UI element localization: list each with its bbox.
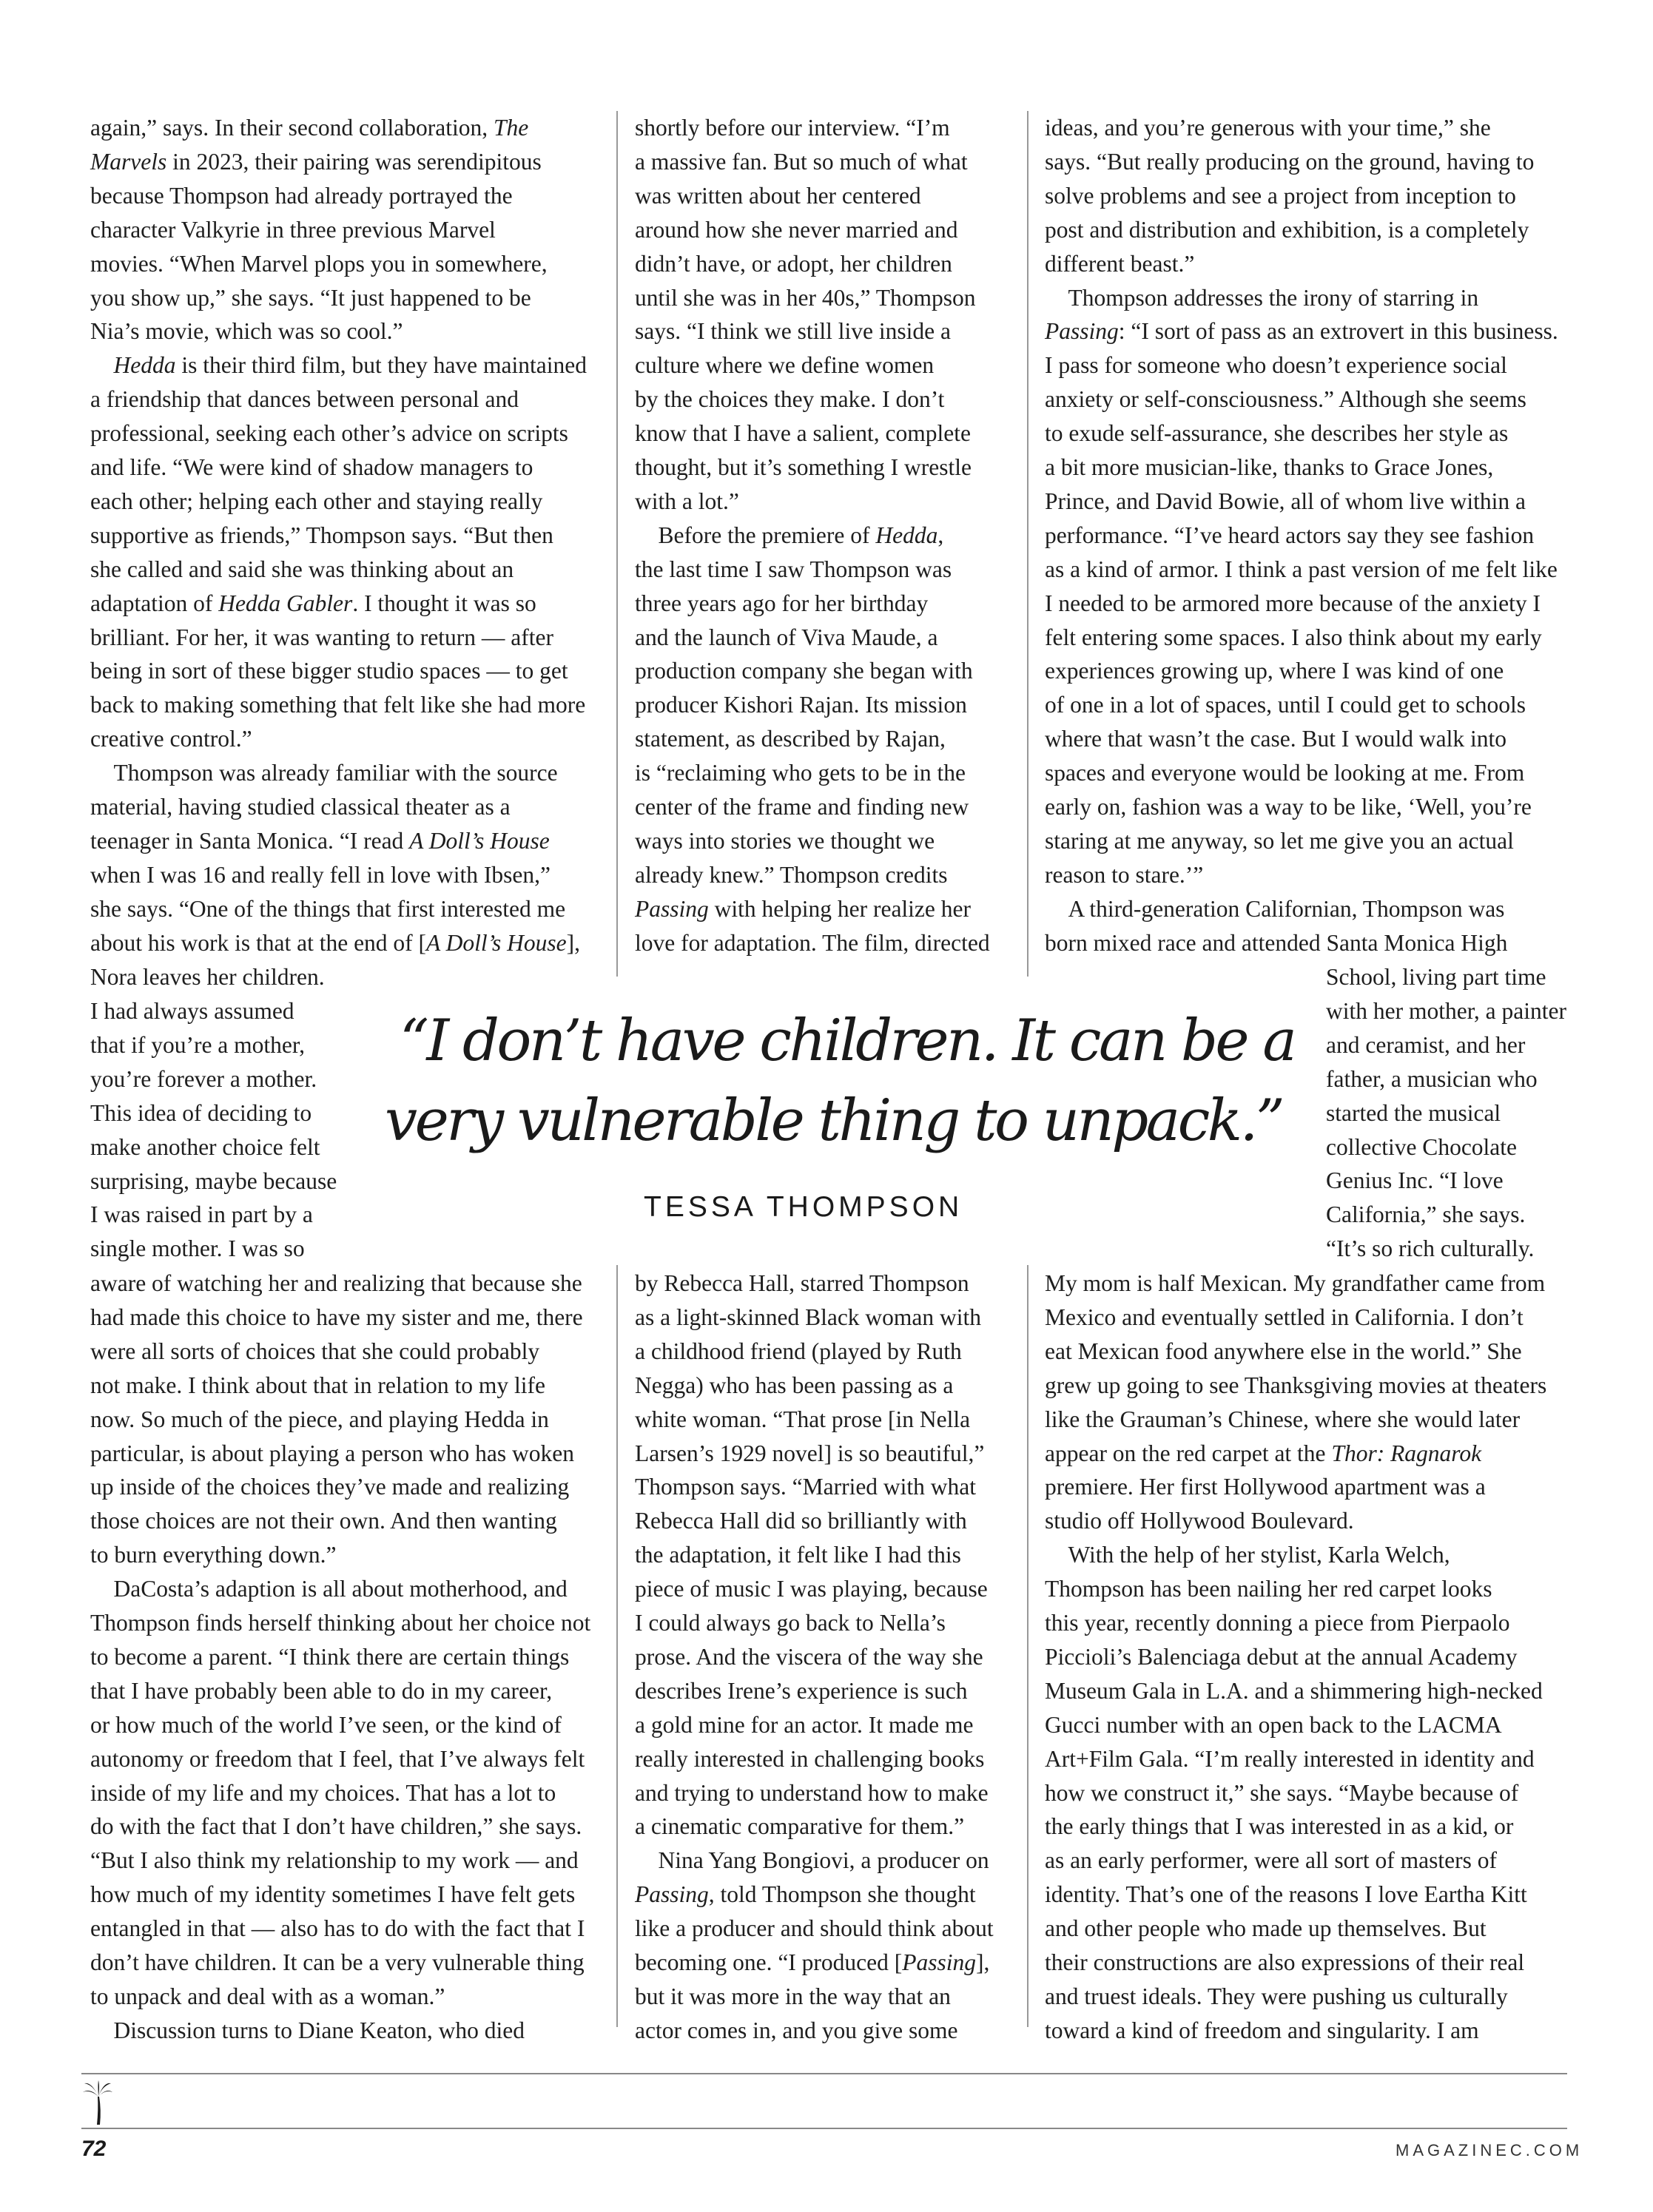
text-line: and life. “We were kind of shadow managers to: [90, 454, 533, 480]
text-line: experiences growing up, where I was kind of one: [1045, 658, 1504, 684]
text-line: she called and said she was thinking about an: [90, 556, 514, 582]
text-line: supportive as friends,” Thompson says. “But then: [90, 522, 553, 548]
text-line: “It’s so rich culturally.: [1326, 1235, 1535, 1262]
text-line: professional, seeking each other’s advice on scripts: [90, 420, 568, 447]
text-line: My mom is half Mexican. My grandfather came from: [1045, 1270, 1546, 1296]
text-line: premiere. Her first Hollywood apartment was a: [1045, 1474, 1486, 1500]
text-line: Museum Gala in L.A. and a shimmering high-necked: [1045, 1677, 1543, 1704]
text-line: by Rebecca Hall, starred Thompson: [635, 1270, 969, 1296]
text-line: this year, recently donning a piece from Pierpaolo: [1045, 1610, 1510, 1636]
text-line: production company she began with: [635, 658, 973, 684]
text-line: were all sorts of choices that she could probably: [90, 1338, 540, 1364]
text-line: as an early performer, were all sort of masters of: [1045, 1847, 1497, 1874]
text-line: teenager in Santa Monica. “I read A Doll’s House: [90, 827, 550, 854]
text-line: a cinematic comparative for them.”: [635, 1813, 965, 1840]
text-line: with her mother, a painter: [1326, 997, 1566, 1024]
text-line: I pass for someone who doesn’t experience social: [1045, 352, 1507, 379]
text-line: when I was 16 and really fell in love with Ibsen,”: [90, 861, 551, 888]
text-line: I was raised in part by a: [90, 1201, 313, 1228]
column-divider-1: [616, 111, 618, 977]
text-line: already knew.” Thompson credits: [635, 861, 948, 888]
text-line: each other; helping each other and staying really: [90, 488, 543, 514]
text-line: and truest ideals. They were pushing us culturally: [1045, 1983, 1508, 2009]
text-line: early on, fashion was a way to be like, ‘Well, you’re: [1045, 794, 1532, 820]
text-line: ways into stories we thought we: [635, 827, 935, 854]
text-line: and trying to understand how to make: [635, 1779, 989, 1806]
text-line: Thompson finds herself thinking about her choice not: [90, 1610, 591, 1636]
text-line: a friendship that dances between personal and: [90, 386, 519, 413]
text-line: Rebecca Hall did so brilliantly with: [635, 1508, 967, 1534]
text-line: know that I have a salient, complete: [635, 420, 971, 447]
text-line: because Thompson had already portrayed the: [90, 182, 513, 209]
text-line: Discussion turns to Diane Keaton, who died: [90, 2017, 525, 2043]
text-line: Thompson addresses the irony of starring in: [1045, 284, 1479, 311]
text-line: Mexico and eventually settled in California. I don’t: [1045, 1304, 1524, 1330]
text-line: solve problems and see a project from inception to: [1045, 182, 1516, 209]
text-line: of one in a lot of spaces, until I could get to schools: [1045, 692, 1526, 718]
text-line: reason to stare.’”: [1045, 861, 1204, 888]
text-line: or how much of the world I’ve seen, or the kind of: [90, 1711, 562, 1738]
column-divider-4: [1027, 1265, 1029, 2027]
text-line: she says. “One of the things that first interested me: [90, 895, 566, 922]
text-line: was written about her centered: [635, 182, 921, 209]
text-line: Larsen’s 1929 novel] is so beautiful,”: [635, 1440, 985, 1466]
text-line: performance. “I’ve heard actors say they see fashion: [1045, 522, 1535, 548]
text-line: prose. And the viscera of the way she: [635, 1643, 983, 1670]
text-line: Gucci number with an open back to the LACMA: [1045, 1711, 1502, 1738]
column-divider-2: [1027, 111, 1029, 977]
text-line: statement, as described by Rajan,: [635, 726, 946, 752]
text-line: born mixed race and attended Santa Monica High: [1045, 929, 1508, 956]
text-line: up inside of the choices they’ve made and realizing: [90, 1474, 570, 1500]
text-line: brilliant. For her, it was wanting to return — after: [90, 624, 553, 650]
text-line: Passing with helping her realize her: [635, 895, 971, 922]
text-line: Nia’s movie, which was so cool.”: [90, 318, 403, 345]
text-line: to become a parent. “I think there are certain things: [90, 1643, 570, 1670]
text-line: Hedda is their third film, but they have maintained: [113, 352, 587, 379]
text-line: surprising, maybe because: [90, 1167, 337, 1194]
text-line: This idea of deciding to: [90, 1099, 312, 1126]
text-line: don’t have children. It can be a very vulnerable thing: [90, 1949, 585, 1975]
text-line: staring at me anyway, so let me give you an actual: [1045, 827, 1514, 854]
text-line: aware of watching her and realizing that because she: [90, 1270, 582, 1296]
text-line: being in sort of these bigger studio spaces — to get: [90, 658, 568, 684]
text-line: I had always assumed: [90, 998, 294, 1024]
text-line: California,” she says.: [1326, 1201, 1526, 1228]
text-line: Nora leaves her children.: [90, 963, 325, 990]
text-line: collective Chocolate: [1326, 1133, 1518, 1160]
text-line: the adaptation, it felt like I had this: [635, 1542, 961, 1568]
text-line: “But I also think my relationship to my work — and: [90, 1847, 579, 1874]
text-line: started the musical: [1326, 1099, 1501, 1126]
text-line: a gold mine for an actor. It made me: [635, 1711, 974, 1738]
column-divider-3: [616, 1265, 618, 2027]
text-line: like the Grauman’s Chinese, where she would later: [1045, 1406, 1521, 1432]
text-line: and ceramist, and her: [1326, 1031, 1526, 1058]
text-line: the early things that I was interested in as a kid, or: [1045, 1813, 1514, 1840]
text-line: that if you’re a mother,: [90, 1031, 306, 1058]
text-line: back to making something that felt like she had more: [90, 692, 586, 718]
text-line: says. “But really producing on the ground, having to: [1045, 148, 1535, 175]
text-line: a childhood friend (played by Ruth: [635, 1338, 962, 1364]
text-line: three years ago for her birthday: [635, 590, 929, 616]
text-line: with a lot.”: [635, 488, 739, 514]
text-line: center of the frame and finding new: [635, 794, 969, 820]
text-line: until she was in her 40s,” Thompson: [635, 284, 976, 311]
text-line: that I have probably been able to do in my career,: [90, 1677, 553, 1704]
text-line: ideas, and you’re generous with your time,” she: [1045, 115, 1491, 141]
text-line: do with the fact that I don’t have children,” she says.: [90, 1813, 582, 1840]
text-line: describes Irene’s experience is such: [635, 1677, 968, 1704]
text-line: actor comes in, and you give some: [635, 2017, 958, 2043]
text-line: really interested in challenging books: [635, 1745, 985, 1772]
text-line: Nina Yang Bongiovi, a producer on: [635, 1847, 989, 1874]
text-line: becoming one. “I produced [Passing],: [635, 1949, 990, 1975]
text-line: adaptation of Hedda Gabler. I thought it was so: [90, 590, 536, 616]
text-line: as a light-skinned Black woman with: [635, 1304, 982, 1330]
text-line: love for adaptation. The film, directed: [635, 929, 990, 956]
pull-quote-line-1: “I don’t have children. It can be a: [400, 1008, 1295, 1074]
footer-top-rule: [81, 2073, 1567, 2074]
text-line: a massive fan. But so much of what: [635, 148, 968, 175]
text-line: eat Mexican food anywhere else in the world.” She: [1045, 1338, 1522, 1364]
text-line: a bit more musician-like, thanks to Grace Jones,: [1045, 454, 1494, 480]
text-line: is “reclaiming who gets to be in the: [635, 760, 966, 786]
text-line: make another choice felt: [90, 1133, 320, 1160]
text-line: didn’t have, or adopt, her children: [635, 250, 952, 277]
text-line: shortly before our interview. “I’m: [635, 115, 950, 141]
text-line: With the help of her stylist, Karla Welch,: [1045, 1542, 1450, 1568]
text-line: single mother. I was so: [90, 1235, 305, 1262]
text-line: and the launch of Viva Maude, a: [635, 624, 938, 650]
text-line: spaces and everyone would be looking at me. From: [1045, 760, 1525, 786]
website-url: MAGAZINEC.COM: [1396, 2141, 1583, 2159]
text-line: Passing, told Thompson she thought: [635, 1881, 976, 1908]
text-line: piece of music I was playing, because: [635, 1576, 988, 1602]
text-line: Thompson has been nailing her red carpet looks: [1045, 1576, 1492, 1602]
text-line: had made this choice to have my sister and me, there: [90, 1304, 583, 1330]
text-line: producer Kishori Rajan. Its mission: [635, 692, 967, 718]
text-line: to exude self-assurance, she describes her style as: [1045, 420, 1509, 447]
text-line: anxiety or self-consciousness.” Although she seems: [1045, 386, 1526, 413]
text-line: culture where we define women: [635, 352, 935, 379]
text-line: I could always go back to Nella’s: [635, 1610, 946, 1636]
text-line: identity. That’s one of the reasons I love Eartha Kitt: [1045, 1881, 1527, 1908]
text-line: Prince, and David Bowie, all of whom live within a: [1045, 488, 1526, 514]
text-line: Marvels in 2023, their pairing was serendipitous: [90, 148, 542, 175]
text-line: School, living part time: [1326, 964, 1546, 990]
text-line: toward a kind of freedom and singularity. I am: [1045, 2017, 1479, 2043]
text-line: grew up going to see Thanksgiving movies at theaters: [1045, 1372, 1547, 1398]
footer-bottom-rule: [81, 2128, 1567, 2129]
text-line: Before the premiere of Hedda,: [635, 522, 944, 548]
text-line: white woman. “That prose [in Nella: [635, 1406, 971, 1432]
text-line: Negga) who has been passing as a: [635, 1372, 954, 1398]
text-line: and other people who made up themselves. But: [1045, 1915, 1487, 1942]
text-line: particular, is about playing a person who has woken: [90, 1440, 574, 1466]
pull-quote-attribution: TESSA THOMPSON: [644, 1191, 963, 1223]
text-line: as a kind of armor. I think a past version of me felt like: [1045, 556, 1558, 582]
pull-quote-line-2: very vulnerable thing to unpack.”: [385, 1088, 1283, 1154]
text-line: Thompson says. “Married with what: [635, 1474, 977, 1500]
text-line: but it was more in the way that an: [635, 1983, 951, 2009]
text-line: character Valkyrie in three previous Marvel: [90, 216, 496, 243]
text-line: those choices are not their own. And then wanting: [90, 1508, 557, 1534]
text-line: A third-generation Californian, Thompson was: [1045, 895, 1505, 922]
text-line: like a producer and should think about: [635, 1915, 994, 1942]
text-line: autonomy or freedom that I feel, that I’ve always felt: [90, 1745, 585, 1772]
text-line: by the choices they make. I don’t: [635, 386, 945, 413]
text-line: DaCosta’s adaption is all about motherhood, and: [90, 1576, 568, 1602]
text-line: movies. “When Marvel plops you in somewhere,: [90, 250, 548, 277]
text-line: inside of my life and my choices. That has a lot to: [90, 1779, 556, 1806]
text-line: appear on the red carpet at the Thor: Ragnarok: [1045, 1440, 1482, 1466]
text-line: Art+Film Gala. “I’m really interested in identity and: [1045, 1745, 1535, 1772]
text-line: thought, but it’s something I wrestle: [635, 454, 972, 480]
palm-tree-icon: [83, 2080, 112, 2125]
text-line: I needed to be armored more because of the anxiety I: [1045, 590, 1541, 616]
text-line: how much of my identity sometimes I have felt gets: [90, 1881, 576, 1908]
text-line: how we construct it,” she says. “Maybe because of: [1045, 1779, 1519, 1806]
text-line: says. “I think we still live inside a: [635, 318, 951, 345]
text-line: Thompson was already familiar with the source: [90, 760, 558, 786]
text-line: post and distribution and exhibition, is a completely: [1045, 216, 1529, 243]
text-line: to burn everything down.”: [90, 1542, 337, 1568]
text-line: Passing: “I sort of pass as an extrovert in this business.: [1045, 318, 1558, 345]
text-line: creative control.”: [90, 726, 252, 752]
text-line: felt entering some spaces. I also think about my early: [1045, 624, 1542, 650]
text-line: now. So much of the piece, and playing Hedda in: [90, 1406, 549, 1432]
text-line: again,” says. In their second collaboration, The: [90, 115, 529, 141]
text-line: different beast.”: [1045, 250, 1195, 277]
text-line: where that wasn’t the case. But I would walk into: [1045, 726, 1507, 752]
text-line: you show up,” she says. “It just happened to be: [90, 284, 531, 311]
text-line: about his work is that at the end of [A Doll’s House],: [90, 929, 581, 956]
text-line: Genius Inc. “I love: [1326, 1167, 1504, 1194]
text-line: their constructions are also expressions of their real: [1045, 1949, 1525, 1975]
text-line: you’re forever a mother.: [90, 1065, 317, 1092]
text-line: around how she never married and: [635, 216, 958, 243]
text-line: material, having studied classical theater as a: [90, 794, 511, 820]
text-line: Piccioli’s Balenciaga debut at the annual Academy: [1045, 1643, 1518, 1670]
page-number: 72: [81, 2137, 107, 2161]
text-line: not make. I think about that in relation to my life: [90, 1372, 545, 1398]
text-line: studio off Hollywood Boulevard.: [1045, 1508, 1354, 1534]
text-line: father, a musician who: [1326, 1065, 1538, 1092]
text-line: the last time I saw Thompson was: [635, 556, 952, 582]
text-line: entangled in that — also has to do with the fact that I: [90, 1915, 585, 1942]
text-line: to unpack and deal with as a woman.”: [90, 1983, 445, 2009]
